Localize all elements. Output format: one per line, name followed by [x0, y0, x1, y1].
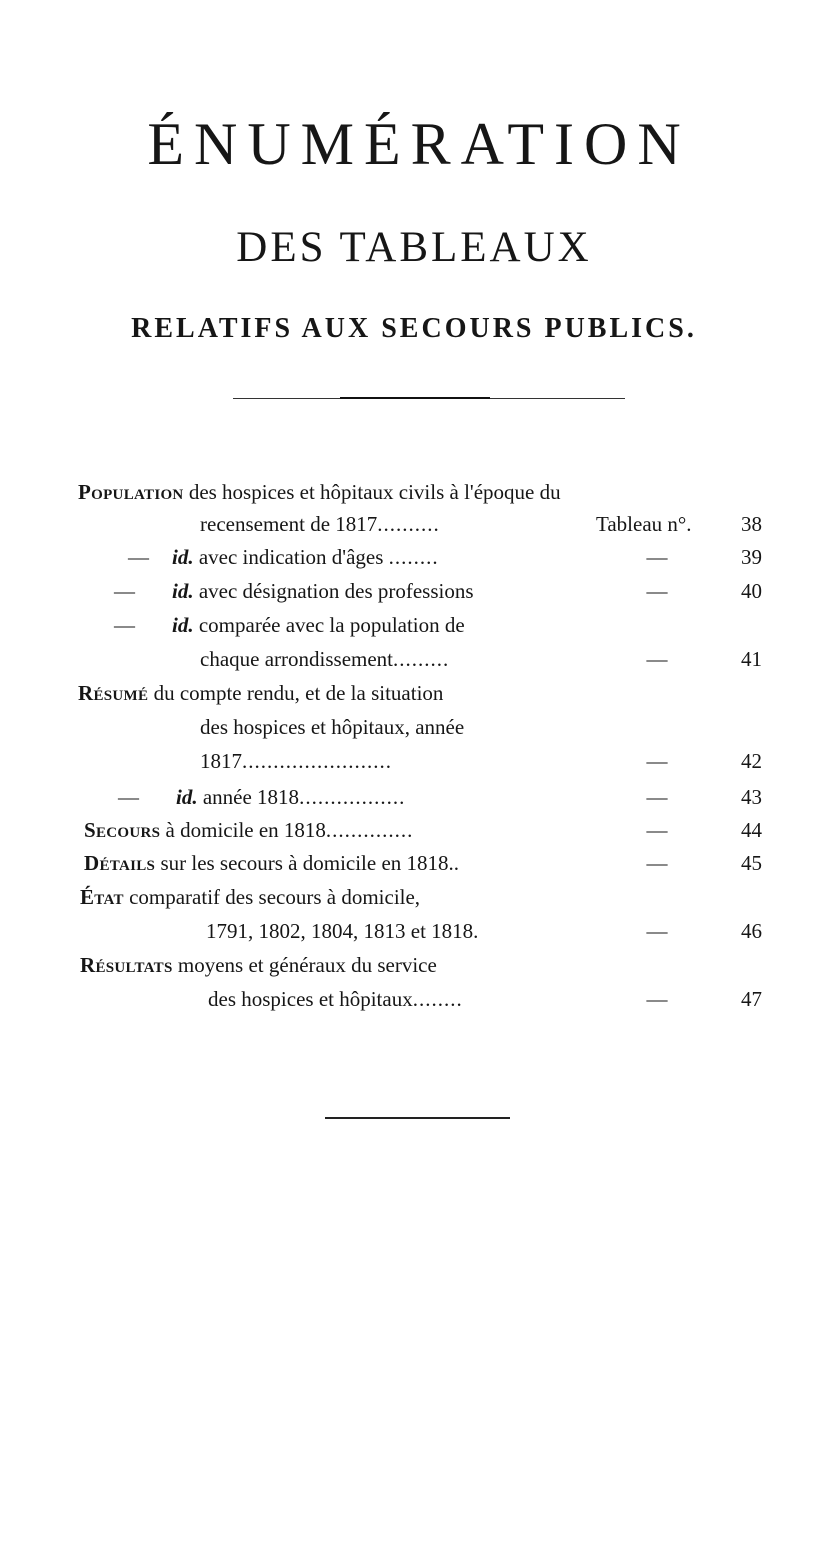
toc-entry-continuation: 1791, 1802, 1804, 1813 et 1818. — [206, 919, 479, 943]
tableau-number: 41 — [741, 647, 762, 671]
toc-entry-continuation: chaque arrondissement......... — [200, 647, 450, 671]
tableau-number: 38 — [741, 512, 762, 536]
tableau-number: 42 — [741, 749, 762, 773]
ditto-dash: — — [646, 545, 668, 569]
tableau-number: 43 — [741, 785, 762, 809]
ditto-dash: — — [646, 749, 668, 773]
page-title: ÉNUMÉRATION — [147, 111, 691, 177]
tableau-label: Tableau n°. — [596, 512, 692, 536]
toc-entry-details: Détails sur les secours à domicile en 1818.. — [84, 851, 460, 875]
ditto-dash: — — [646, 785, 668, 809]
dash-mark: — — [118, 785, 139, 809]
ditto-dash: — — [646, 579, 668, 603]
page-subtitle-secondary: RELATIFS AUX SECOURS PUBLICS. — [131, 313, 697, 344]
dash-mark: — — [114, 579, 135, 603]
toc-entry-resultats: Résultats moyens et généraux du service — [80, 953, 437, 977]
ditto-dash: — — [646, 851, 668, 875]
toc-entry-continuation: des hospices et hôpitaux........ — [208, 987, 463, 1011]
toc-entry-annee-1818: id. année 1818................. — [176, 785, 406, 809]
toc-entry-continuation: recensement de 1817.......... — [200, 512, 440, 536]
page-subtitle: DES TABLEAUX — [236, 224, 592, 271]
toc-entry-professions: id. avec désignation des professions — [172, 579, 474, 603]
toc-entry-continuation: 1817........................ — [200, 749, 392, 773]
entry-text: des hospices et hôpitaux civils à l'époque du — [188, 480, 561, 504]
toc-entry-etat: État comparatif des secours à domicile, — [80, 885, 421, 909]
toc-entry-continuation: des hospices et hôpitaux, année — [200, 715, 465, 739]
toc-entry-secours: Secours à domicile en 1818.............. — [84, 818, 414, 842]
toc-entry-population — [78, 476, 561, 508]
ditto-dash: — — [646, 919, 668, 943]
ditto-dash: — — [646, 647, 668, 671]
entry-lead: Population — [78, 480, 184, 504]
tableau-number: 40 — [741, 579, 762, 603]
ornamental-rule-bottom — [325, 1117, 510, 1119]
tableau-number: 45 — [741, 851, 762, 875]
dash-mark: — — [114, 613, 135, 637]
tableau-number: 46 — [741, 919, 762, 943]
ditto-dash: — — [646, 818, 668, 842]
ornamental-rule-top-center — [340, 397, 490, 399]
tableau-number: 47 — [741, 987, 762, 1011]
dash-mark: — — [128, 545, 149, 569]
tableau-number: 44 — [741, 818, 762, 842]
tableau-number: 39 — [741, 545, 762, 569]
toc-entry-arrondissement: id. comparée avec la population de — [172, 613, 465, 637]
toc-entry-ages: id. avec indication d'âges ........ — [172, 545, 439, 569]
ditto-dash: — — [646, 987, 668, 1011]
toc-entry-resume: Résumé du compte rendu, et de la situation — [78, 681, 444, 705]
